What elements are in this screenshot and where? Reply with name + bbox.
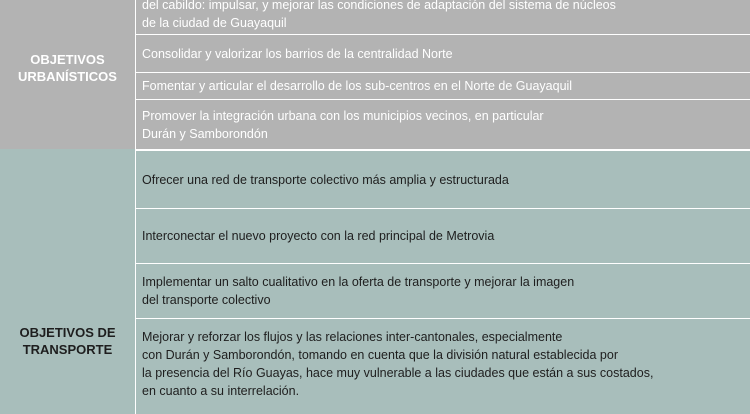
objective-text: del transporte colectivo [142,293,271,307]
objective-text: con Durán y Samborondón, tomando en cuenta que la división natural establecida por [142,348,619,362]
urban-objective-row [136,100,750,149]
urban-heading-line1: OBJETIVOS [30,51,105,67]
transport-objectives-section [0,149,750,414]
transport-objective-row [136,151,750,209]
objective-text: Durán y Samborondón [142,126,268,141]
transport-heading-line2: TRANSPORTE [22,341,113,357]
objective-text: la presencia del Río Guayas, hace muy vulnerable a las ciudades que están a sus costados, [142,366,654,380]
objective-text: Interconectar el nuevo proyecto con la red principal de Metrovia [142,229,495,243]
objective-text: Fomentar y articular el desarrollo de los sub-centros en el Norte de Guayaquil [142,79,573,93]
transport-objective-row [136,264,750,319]
transport-objective-row [136,209,750,264]
objective-text: del cabildo: impulsar, y mejorar las condiciones de adaptación del sistema de núcleos [142,0,616,12]
objective-text: Promover la integración urbana con los municipios vecinos, en particular [142,108,544,123]
urban-objectives-section [0,0,750,149]
objective-text: Consolidar y valorizar los barrios de la centralidad Norte [142,46,453,61]
urban-objective-row [136,73,750,100]
urban-objective-row [136,35,750,73]
urban-heading-line2: URBANÍSTICOS [18,68,117,84]
objective-text: Mejorar y reforzar los flujos y las relaciones inter-cantonales, especialmente [142,330,563,344]
urban-objectives-heading [0,0,135,149]
transport-objectives-heading [0,149,135,414]
transport-heading-line1: OBJETIVOS DE [19,324,116,340]
objective-text: Implementar un salto cualitativo en la oferta de transporte y mejorar la imagen [142,275,575,289]
urban-objective-row [136,0,750,35]
objective-text: en cuanto a su interrelación. [142,384,300,398]
objective-text: Ofrecer una red de transporte colectivo más amplia y estructurada [142,172,509,187]
objective-text: de la ciudad de Guayaquil [142,16,287,30]
